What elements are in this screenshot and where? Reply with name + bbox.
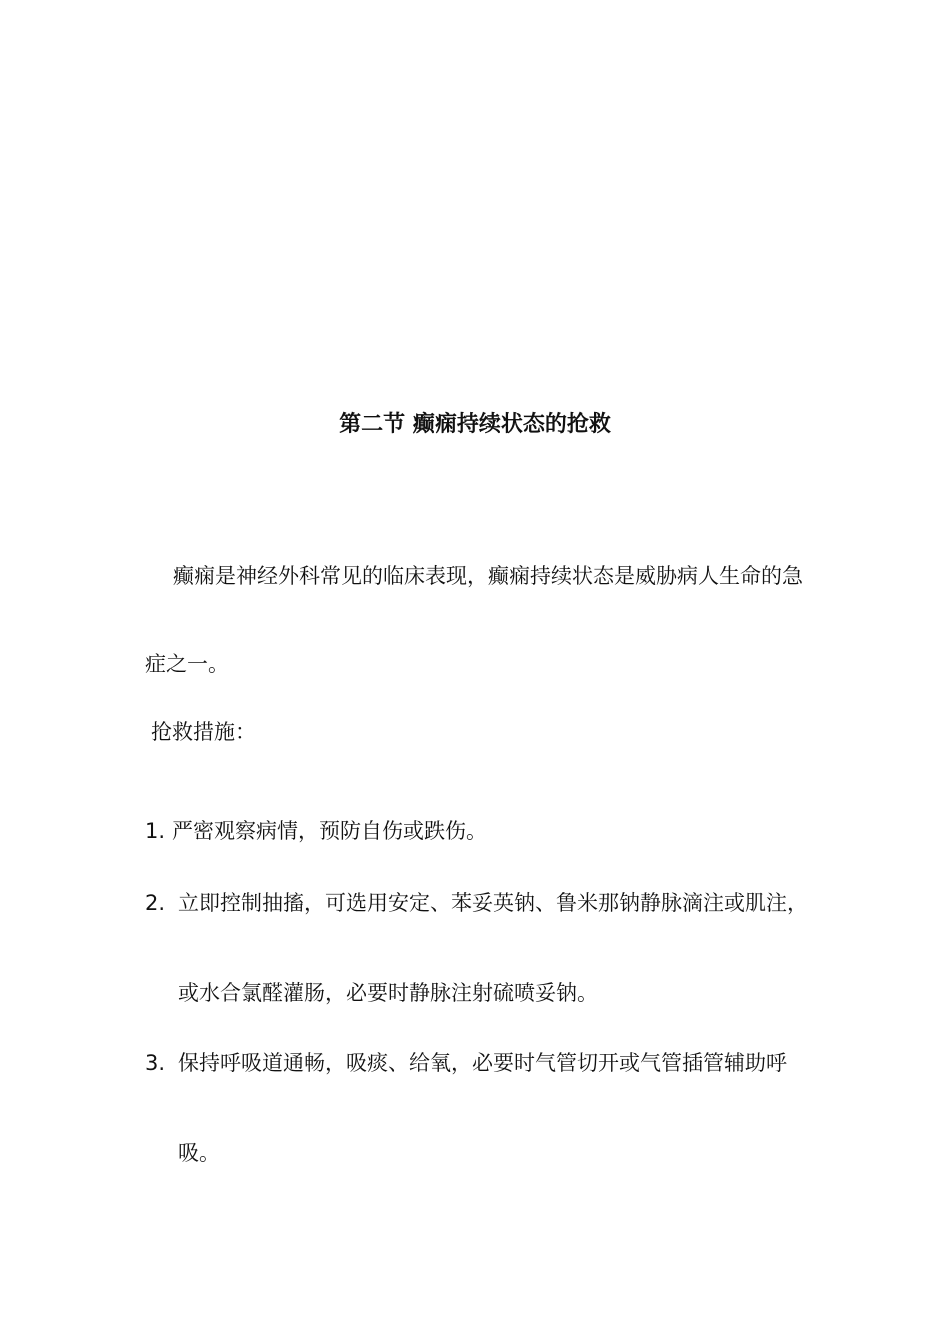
list-item-text: 立即控制抽搐，可选用安定、苯妥英钠、鲁米那钠静脉滴注或肌注，或水合氯醛灌肠，必要时静脉注射硫喷妥钠。 xyxy=(178,891,808,1005)
list-item-text: 保持呼吸道通畅，吸痰、给氧，必要时气管切开或气管插管辅助呼吸。 xyxy=(178,1051,787,1165)
list-item-text: 严密观察病情，预防自伤或跌伤。 xyxy=(172,819,487,843)
list-item xyxy=(145,1018,813,1198)
list-item-number: 1. xyxy=(145,819,166,843)
intro-paragraph: 癫痫是神经外科常见的临床表现，癫痫持续状态是威胁病人生命的急症之一。 xyxy=(145,564,803,676)
section-title: 第二节 癫痫持续状态的抢救 xyxy=(339,412,611,437)
list-item-number: 3. xyxy=(145,1051,166,1075)
measures-label: 抢救措施： xyxy=(151,720,256,744)
list-item xyxy=(145,858,813,1038)
list-item-number: 2. xyxy=(145,891,166,915)
